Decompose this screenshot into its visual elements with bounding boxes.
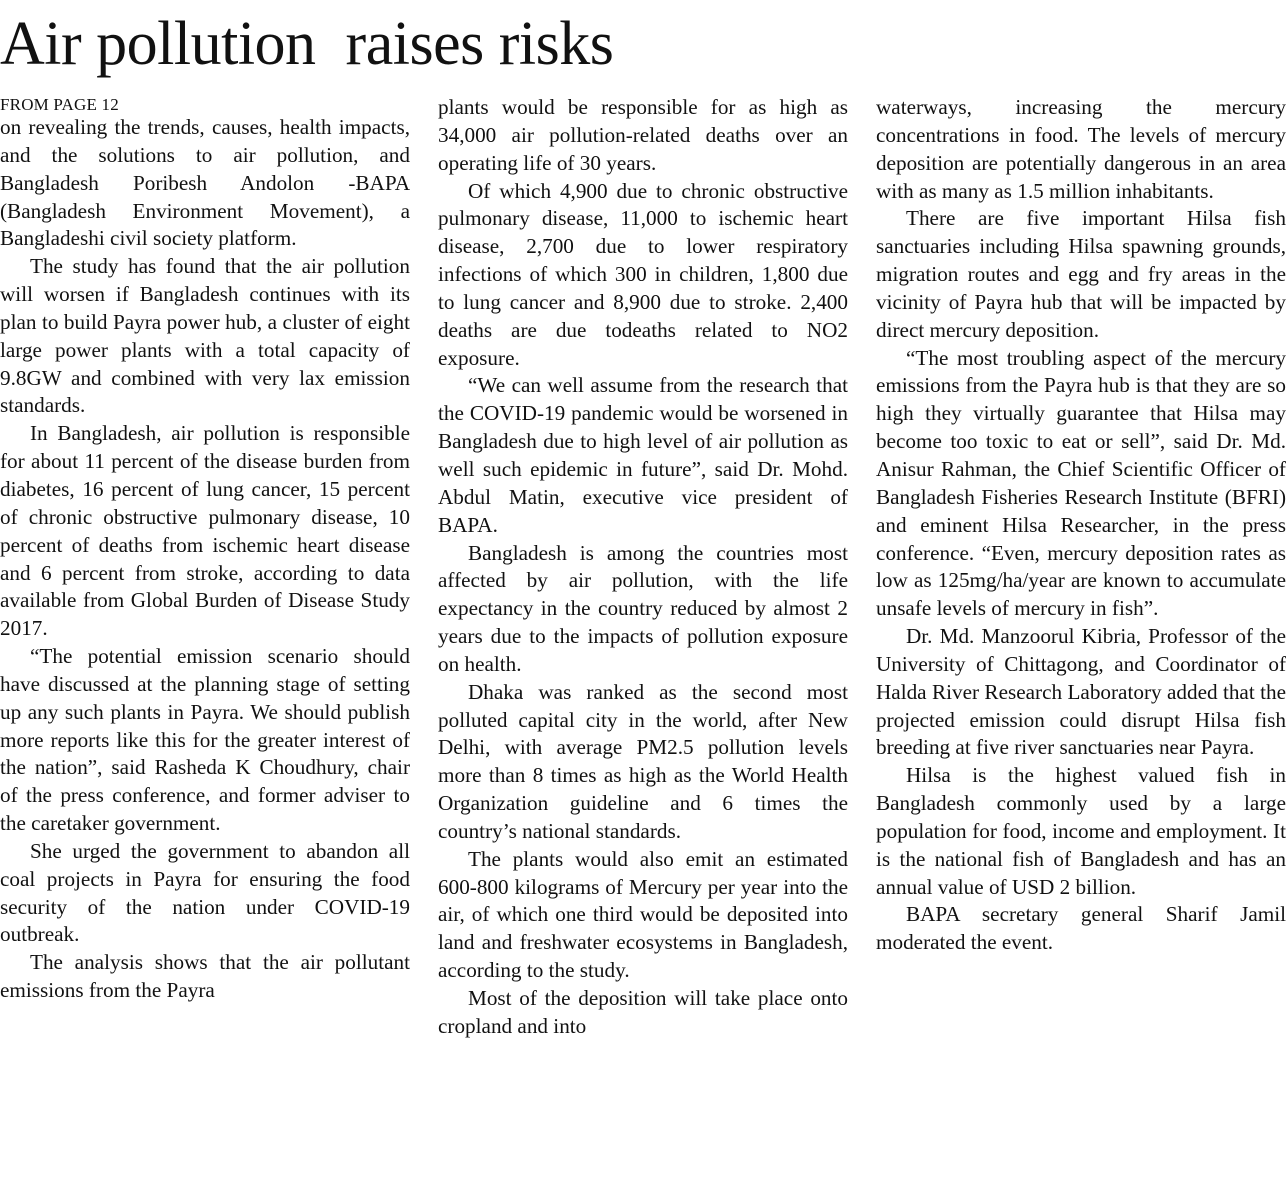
paragraph: She urged the government to abandon all coal projects in Payra for ensuring the food security of the nation under COVID-19 outbreak. (0, 838, 410, 947)
paragraph: “The potential emission scenario should have discussed at the planning stage of setting up any such plants in Payra. We should publish more reports like this for the greater interest of the nation”, said Rasheda K Choudhury, chair of the press conference, and former adviser to the caretaker government. (0, 644, 410, 836)
paragraph: “The most troubling aspect of the mercury emissions from the Payra hub is that they are so high they virtually guarantee that Hilsa may become too toxic to eat or sell”, said Dr. Md. Anisur Rahman, the Chief Scientific Officer of Bangladesh Fisheries Research Institute (BFRI) and eminent Hilsa Researcher, in the press conference. “Even, mercury deposition rates as low as 125mg/ha/year are known to accumulate unsafe levels of mercury in fish”. (876, 345, 1286, 621)
paragraph: There are five important Hilsa fish sanctuaries including Hilsa spawning grounds, migration routes and egg and fry areas in the vicinity of Payra hub that will be impacted by direct mercury deposition. (876, 206, 1286, 342)
paragraph: Bangladesh is among the countries most affected by air pollution, with the life expectancy in the country reduced by almost 2 years due to the impacts of pollution exposure on health. (438, 540, 848, 676)
paragraph: Dr. Md. Manzoorul Kibria, Professor of the University of Chittagong, and Coordinator of Halda River Research Laboratory added that the projected emission could disrupt Hilsa fish breeding at five river sanctuaries near Payra. (876, 624, 1286, 760)
paragraph: “We can well assume from the research that the COVID-19 pandemic would be worsened in Bangladesh due to high level of air pollution as well such epidemic in future”, said Dr. Mohd. Abdul Matin, executive vice president of BAPA. (438, 373, 848, 537)
headline: Air pollution raises risks (0, 10, 614, 78)
paragraph: The analysis shows that the air pollutant emissions from the Payra (0, 950, 410, 1003)
paragraph: The plants would also emit an estimated 600-800 kilograms of Mercury per year into the air, of which one third would be deposited into land and freshwater ecosystems in Bangladesh, according to the study. (438, 846, 848, 983)
paragraph: Hilsa is the highest valued fish in Bangladesh commonly used by a large population for food, income and employment. It is the national fish of Bangladesh and has an annual value of USD 2 billion. (876, 763, 1286, 899)
paragraph: The study has found that the air pollution will worsen if Bangladesh continues with its plan to build Payra power hub, a cluster of eight large power plants with a total capacity of 9.8GW and combined with very lax emission standards. (0, 254, 410, 418)
paragraph: on revealing the trends, causes, health impacts, and the solutions to air pollution, and Bangladesh Poribesh Andolon -BAPA (Bangladesh Environment Movement), a Bangladeshi civil society platform. (0, 115, 410, 251)
from-page-label: FROM PAGE 12 (0, 95, 119, 114)
paragraph: BAPA secretary general Sharif Jamil moderated the event. (876, 902, 1286, 955)
article-column-1 (0, 94, 410, 1182)
article-column-3 (876, 94, 1286, 1182)
article-column-2 (438, 94, 848, 1182)
paragraph: Most of the deposition will take place onto cropland and into (438, 986, 848, 1038)
paragraph: waterways, increasing the mercury concentrations in food. The levels of mercury deposition are potentially dangerous in an area with as many as 1.5 million inhabitants. (876, 95, 1286, 203)
paragraph: Of which 4,900 due to chronic obstructive pulmonary disease, 11,000 to ischemic heart disease, 2,700 due to lower respiratory infections of which 300 in children, 1,800 due to lung cancer and 8,900 due to stroke. 2,400 deaths are due todeaths related to NO2 exposure. (438, 178, 848, 370)
paragraph: plants would be responsible for as high as 34,000 air pollution-related deaths over an operating life of 30 years. (438, 95, 848, 175)
paragraph: Dhaka was ranked as the second most polluted capital city in the world, after New Delhi, with average PM2.5 pollution levels more than 8 times as high as the World Health Organization guideline and 6 times the country’s national standards. (438, 679, 848, 843)
paragraph: In Bangladesh, air pollution is responsible for about 11 percent of the disease burden from diabetes, 16 percent of lung cancer, 15 percent of chronic obstructive pulmonary disease, 10 percent of deaths from ischemic heart disease and 6 percent from stroke, according to data available from Global Burden of Disease Study 2017. (0, 421, 410, 641)
